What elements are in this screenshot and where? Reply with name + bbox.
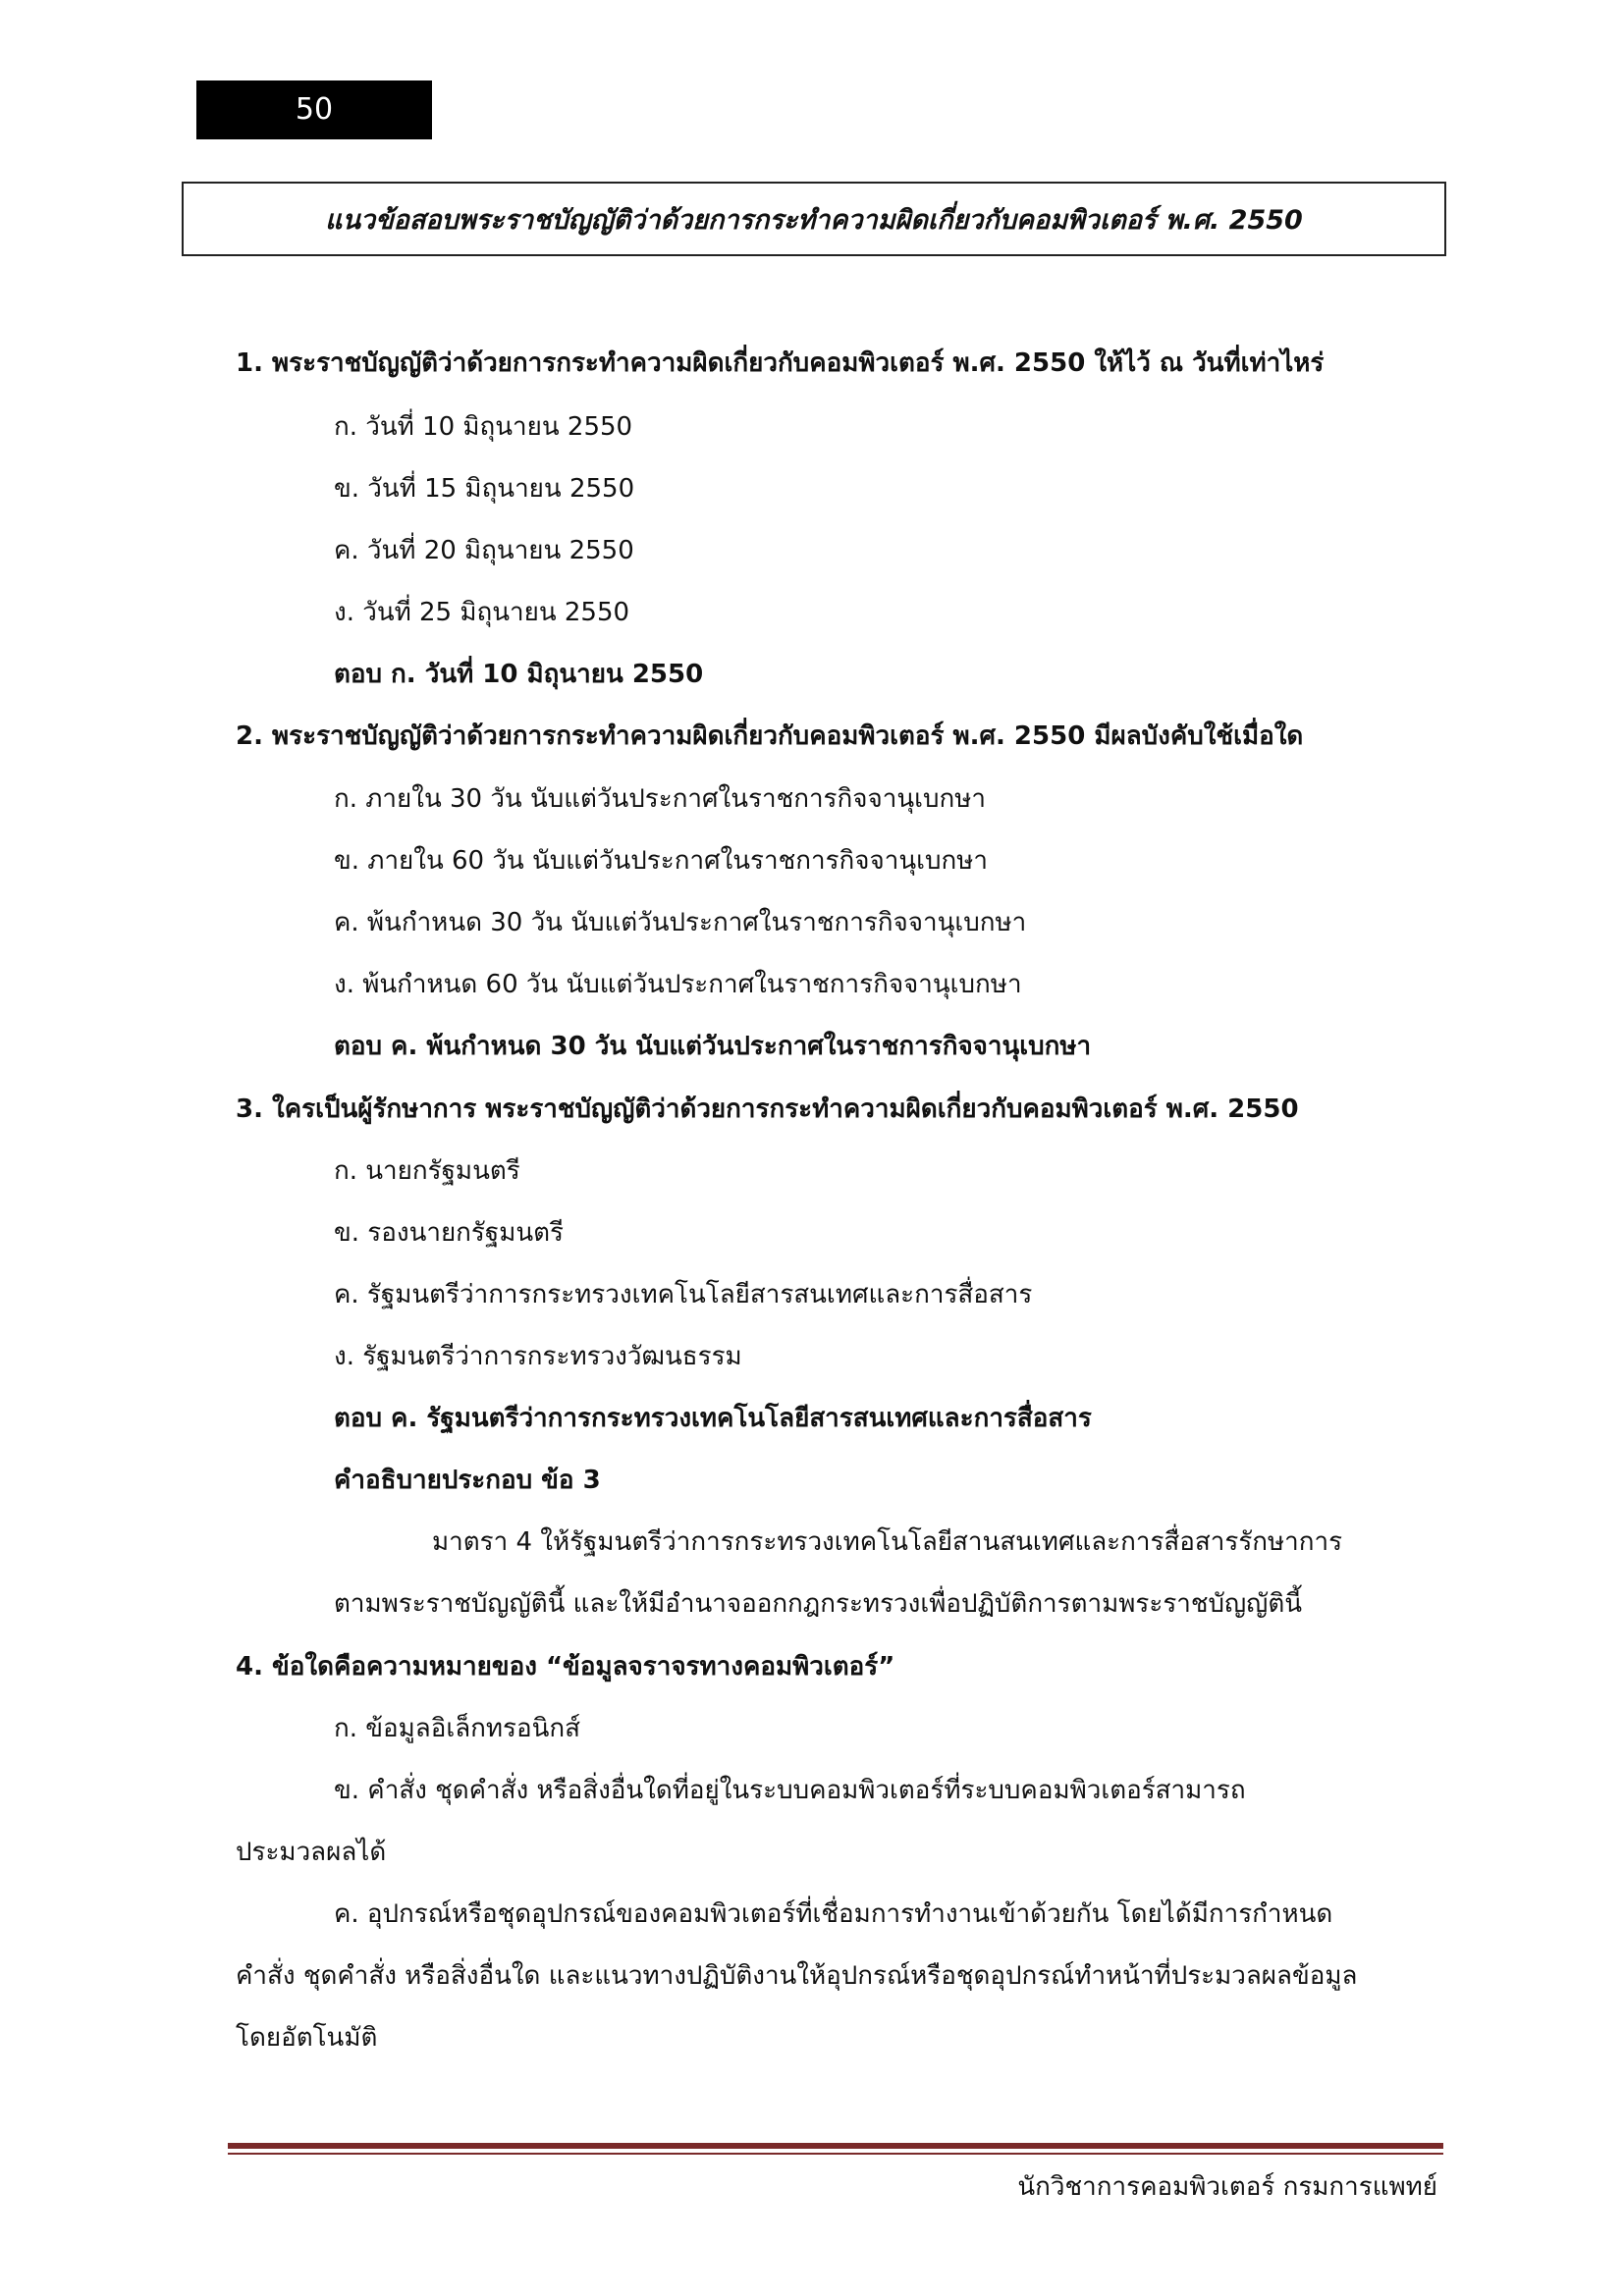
q1-option-d: ง. วันที่ 25 มิถุนายน 2550 — [334, 598, 630, 627]
q3-option-c: ค. รัฐมนตรีว่าการกระทรวงเทคโนโลยีสารสนเทศและการสื่อสาร — [334, 1280, 1033, 1309]
q4-option-a: ก. ข้อมูลอิเล็กทรอนิกส์ — [334, 1714, 581, 1743]
document-title: แนวข้อสอบพระราชบัญญัติว่าด้วยการกระทำความผิดเกี่ยวกับคอมพิวเตอร์ พ.ศ. 2550 — [325, 204, 1303, 236]
footer-rule — [228, 2143, 1443, 2149]
footer-rule-thin — [228, 2153, 1443, 2155]
q3-option-b: ข. รองนายกรัฐมนตรี — [334, 1218, 564, 1248]
q4-option-c-line-1: ค. อุปกรณ์หรือชุดอุปกรณ์ของคอมพิวเตอร์ที่เชื่อมการทำงานเข้าด้วยกัน โดยได้มีการกำหนด — [334, 1899, 1333, 1929]
q3-explanation-line-1: มาตรา 4 ให้รัฐมนตรีว่าการกระทรวงเทคโนโลยีสานสนเทศและการสื่อสารรักษาการ — [432, 1527, 1343, 1557]
q4-option-b-line-1: ข. คำสั่ง ชุดคำสั่ง หรือสิ่งอื่นใดที่อยู่ในระบบคอมพิวเตอร์ที่ระบบคอมพิวเตอร์สามารถ — [334, 1776, 1246, 1805]
title-box — [182, 182, 1446, 256]
q4-option-c-line-3: โดยอัตโนมัติ — [236, 2023, 378, 2053]
question-3: 3. ใครเป็นผู้รักษาการ พระราชบัญญัติว่าด้วยการกระทำความผิดเกี่ยวกับคอมพิวเตอร์ พ.ศ. 2550 — [236, 1095, 1299, 1124]
question-4: 4. ข้อใดคือความหมายของ “ข้อมูลจราจรทางคอมพิวเตอร์” — [236, 1652, 895, 1682]
q2-option-d: ง. พ้นกำหนด 60 วัน นับแต่วันประกาศในราชการกิจจานุเบกษา — [334, 970, 1022, 999]
footer-text: นักวิชาการคอมพิวเตอร์ กรมการแพทย์ — [1017, 2172, 1437, 2202]
q2-option-b: ข. ภายใน 60 วัน นับแต่วันประกาศในราชการกิจจานุเบกษา — [334, 846, 989, 876]
q2-option-a: ก. ภายใน 30 วัน นับแต่วันประกาศในราชการกิจจานุเบกษา — [334, 784, 986, 814]
q3-option-d: ง. รัฐมนตรีว่าการกระทรวงวัฒนธรรม — [334, 1342, 742, 1371]
q3-explanation-line-2: ตามพระราชบัญญัตินี้ และให้มีอำนาจออกกฎกระทรวงเพื่อปฏิบัติการตามพระราชบัญญัตินี้ — [334, 1589, 1302, 1619]
q1-option-c: ค. วันที่ 20 มิถุนายน 2550 — [334, 536, 634, 565]
question-2: 2. พระราชบัญญัติว่าด้วยการกระทำความผิดเกี่ยวกับคอมพิวเตอร์ พ.ศ. 2550 มีผลบังคับใช้เมื่อใด — [236, 721, 1304, 751]
q4-option-c-line-2: คำสั่ง ชุดคำสั่ง หรือสิ่งอื่นใด และแนวทางปฏิบัติงานให้อุปกรณ์หรือชุดอุปกรณ์ทำหน้าที่ประมวลผลข้อมูล — [236, 1961, 1358, 1991]
page-number: 50 — [196, 80, 432, 139]
q1-option-a: ก. วันที่ 10 มิถุนายน 2550 — [334, 412, 633, 442]
q3-answer: ตอบ ค. รัฐมนตรีว่าการกระทรวงเทคโนโลยีสารสนเทศและการสื่อสาร — [334, 1404, 1092, 1433]
q1-option-b: ข. วันที่ 15 มิถุนายน 2550 — [334, 474, 635, 504]
q2-option-c: ค. พ้นกำหนด 30 วัน นับแต่วันประกาศในราชการกิจจานุเบกษา — [334, 908, 1027, 937]
question-1: 1. พระราชบัญญัติว่าด้วยการกระทำความผิดเกี่ยวกับคอมพิวเตอร์ พ.ศ. 2550 ให้ไว้ ณ วันที่เท่าไหร่ — [236, 348, 1325, 378]
q4-option-b-line-2: ประมวลผลได้ — [236, 1838, 387, 1867]
q2-answer: ตอบ ค. พ้นกำหนด 30 วัน นับแต่วันประกาศในราชการกิจจานุเบกษา — [334, 1032, 1092, 1061]
q1-answer: ตอบ ก. วันที่ 10 มิถุนายน 2550 — [334, 660, 704, 689]
q3-option-a: ก. นายกรัฐมนตรี — [334, 1156, 520, 1186]
q3-explanation-heading: คำอธิบายประกอบ ข้อ 3 — [334, 1466, 601, 1495]
